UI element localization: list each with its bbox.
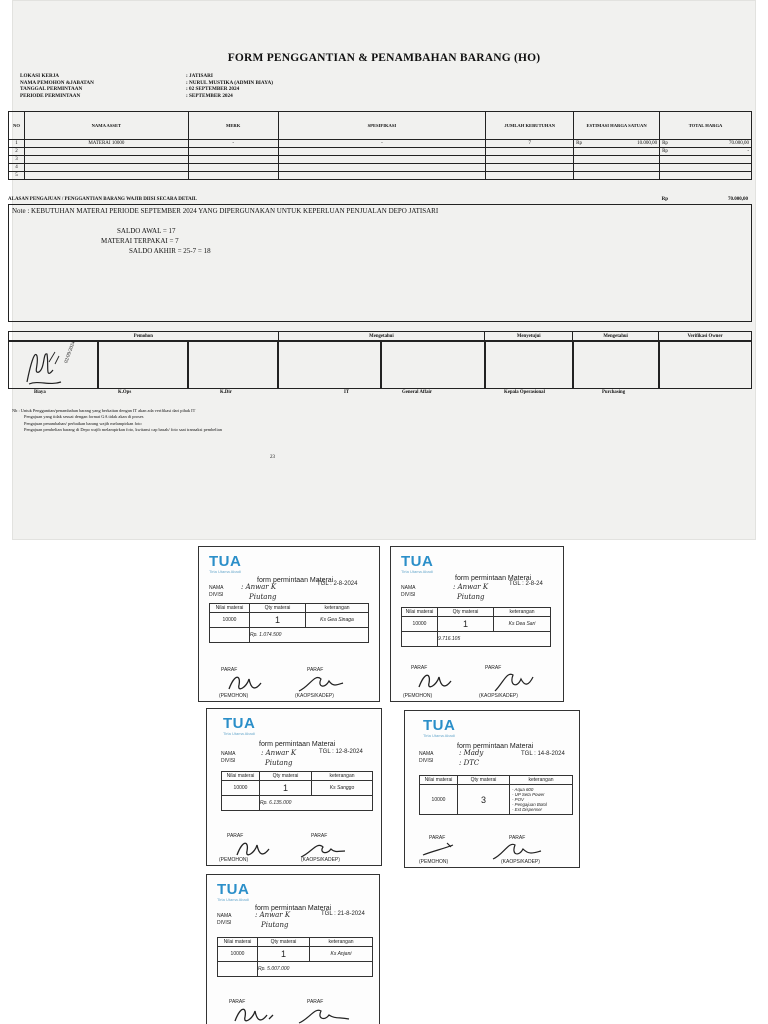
signature-roles — [8, 390, 752, 398]
col-ket: keterangan — [306, 604, 369, 613]
cell-total — [660, 156, 752, 164]
table-row — [9, 148, 752, 156]
nama-label: NAMA — [217, 913, 232, 919]
saldo-akhir: SALDO AKHIR = 25-7 = 18 — [129, 247, 211, 255]
cell-spec — [278, 156, 486, 164]
col-header: SPESIFIKASI — [278, 112, 486, 140]
amount-value: 9.716.105 — [438, 632, 551, 647]
signature-mark — [225, 671, 265, 695]
role-ga: General Affair — [402, 390, 432, 395]
paraf-label: PARAF — [307, 667, 324, 673]
cell-qty: 7 — [486, 140, 574, 148]
table-row — [9, 140, 752, 148]
cell-merk — [188, 164, 278, 172]
signature-date: 02/09/2024 — [64, 340, 77, 365]
materai-terpakai: MATERAI TERPAKAI = 7 — [101, 237, 179, 245]
role-biaya: Biaya — [34, 390, 46, 395]
slip-title: form permintaan Materai — [255, 905, 332, 912]
cell-est — [574, 164, 660, 172]
cell-qty — [486, 172, 574, 180]
table-header-row — [9, 112, 752, 140]
tua-logo: TUA — [217, 881, 250, 898]
sign-cell-ga — [381, 341, 485, 389]
pemohon-label: (PEMOHON) — [219, 693, 249, 699]
nama-value: : Anwar K — [241, 583, 277, 591]
divisi-value: Piutang — [265, 759, 293, 767]
cell-qty — [486, 148, 574, 156]
cell-est — [574, 172, 660, 180]
nama-value: : Anwar K — [453, 583, 489, 591]
sign-cell-kdir — [188, 341, 278, 389]
amount: 10.000,00 — [637, 141, 658, 146]
table-row — [9, 156, 752, 164]
cell-qty — [486, 164, 574, 172]
reason-box — [8, 204, 752, 322]
slip-table — [221, 771, 373, 811]
paraf-label: PARAF — [311, 833, 328, 839]
sign-cell-kops — [98, 341, 188, 389]
role-kaops: Kepala Operasional — [504, 390, 545, 395]
cell-asset — [24, 172, 188, 180]
divisi-value: Piutang — [261, 921, 289, 929]
ket-value: Ks Anjani — [310, 947, 373, 962]
sign-header-verifikasi: Verifikasi Owner — [659, 332, 752, 341]
paraf-label: PARAF — [227, 833, 244, 839]
sign-header-menyetujui: Menyetujui — [485, 332, 573, 341]
slip-date: TGL : 21-8-2024 — [321, 911, 365, 917]
reason-note: Note : KEBUTUHAN MATERAI PERIODE SEPTEMBER 2024 YANG DIPERGUNAKAN UNTUK KEPERLUAN PENJUALAN DEPO JATISARI — [12, 207, 439, 215]
slip-title: form permintaan Materai — [457, 743, 534, 750]
sign-header-mengetahui-2: Mengetahui — [573, 332, 659, 341]
sign-header-pemohon: Pemohon — [9, 332, 279, 341]
slip-date: TGL : 2-8-24 — [509, 581, 543, 587]
logo-subtitle: Tirta Utama Abadi — [217, 897, 249, 902]
cell-total — [660, 164, 752, 172]
ket-value: Ks Dea Sari — [494, 617, 551, 632]
tua-logo: TUA — [423, 717, 456, 734]
cell-asset — [24, 156, 188, 164]
nama-value: : Anwar K — [255, 911, 291, 919]
amount-value: Rp. 6.135.000 — [260, 796, 373, 811]
cell-asset — [24, 148, 188, 156]
pemohon-label: (PEMOHON) — [419, 859, 449, 865]
slip-table — [209, 603, 369, 643]
footnote-line: Pengajuan penambahan/ perbaikan barang wajib melampirkan foto — [24, 420, 142, 426]
role-kops: K.Ops — [118, 390, 132, 395]
col-ket: keterangan — [494, 608, 551, 617]
divisi-label: DIVISI — [221, 758, 236, 764]
currency: Rp — [576, 141, 583, 146]
divisi-value: Piutang — [457, 593, 485, 601]
receipt-slip — [404, 710, 580, 868]
col-qty: Qty materai — [260, 772, 312, 781]
asset-table — [8, 111, 752, 180]
nama-label: NAMA — [401, 585, 416, 591]
paraf-label: PARAF — [411, 665, 428, 671]
col-nilai: Nilai materai — [402, 608, 438, 617]
meta-value: : 02 SEPTEMBER 2024 — [186, 86, 240, 93]
signature-header-row — [9, 332, 752, 341]
footnote-line: Pengajuan pembelian barang di Depo wajib melampirkan foto, kwitansi cap basah/ foto saat transaksi pembelian — [24, 427, 222, 433]
empty-cell — [218, 962, 258, 977]
tua-logo: TUA — [401, 553, 434, 570]
paraf-label: PARAF — [307, 999, 324, 1005]
nilai-value: 10000 — [402, 617, 438, 632]
col-header: NO — [9, 112, 25, 140]
slip-table — [419, 775, 573, 815]
logo-subtitle: Tirta Utama Abadi — [423, 733, 455, 738]
col-nilai: Nilai materai — [210, 604, 250, 613]
page-number: 23 — [270, 455, 275, 460]
slip-title: form permintaan Materai — [455, 575, 532, 582]
cell-no: 3 — [9, 156, 25, 164]
tua-logo: TUA — [209, 553, 242, 570]
cell-merk: - — [188, 140, 278, 148]
sign-cell-purchasing — [573, 341, 659, 389]
signature-mark — [491, 669, 535, 695]
amount: - — [747, 149, 749, 154]
col-qty: Qty materai — [250, 604, 306, 613]
ket-list — [510, 785, 573, 815]
col-nilai: Nilai materai — [222, 772, 260, 781]
paraf-label: PARAF — [509, 835, 526, 841]
nilai-value: 10000 — [218, 947, 258, 962]
ket-value: Ks Gea Sinaga — [306, 613, 369, 628]
col-nilai: Nilai materai — [420, 776, 458, 785]
cell-total — [660, 172, 752, 180]
grand-total-amount: 70.000,00 — [728, 197, 748, 202]
pemohon-label: (PEMOHON) — [219, 857, 249, 863]
cell-asset: MATERAI 10000 — [24, 140, 188, 148]
signature-mark — [295, 671, 345, 695]
qty-value: 1 — [438, 617, 494, 632]
cell-no: 4 — [9, 164, 25, 172]
nama-value: : Mady — [459, 749, 484, 757]
slip-date: TGL : 14-8-2024 — [521, 751, 565, 757]
slip-table — [401, 607, 551, 647]
cell-qty — [486, 156, 574, 164]
cell-est — [574, 156, 660, 164]
col-nilai: Nilai materai — [218, 938, 258, 947]
paraf-label: PARAF — [229, 999, 246, 1005]
col-ket: keterangan — [312, 772, 373, 781]
sign-header-mengetahui: Mengetahui — [278, 332, 485, 341]
amount-value: Rp. 5.007.000 — [258, 962, 373, 977]
signature-mark — [295, 1005, 351, 1024]
nama-label: NAMA — [221, 751, 236, 757]
empty-cell — [210, 628, 250, 643]
slip-date: TGL : 12-8-2024 — [319, 749, 363, 755]
table-row — [9, 164, 752, 172]
kaops-label: (KAOPS/KADEP) — [501, 859, 540, 865]
role-purchasing: Purchasing — [602, 390, 626, 395]
cell-no: 1 — [9, 140, 25, 148]
form-title: FORM PENGGANTIAN & PENAMBAHAN BARANG (HO) — [227, 52, 541, 64]
meta-label: LOKASI KERJA — [20, 73, 60, 79]
nilai-value: 10000 — [210, 613, 250, 628]
col-ket: keterangan — [510, 776, 573, 785]
empty-cell — [402, 632, 438, 647]
receipt-slip — [390, 546, 564, 702]
grand-total-currency: Rp — [661, 197, 668, 202]
signature-mark — [231, 1003, 275, 1024]
col-header: TOTAL HARGA — [660, 112, 752, 140]
kaops-label: (KAOPS/KADEP) — [295, 693, 334, 699]
nama-label: NAMA — [209, 585, 224, 591]
receipt-slip — [206, 874, 380, 1024]
reason-heading-row — [8, 197, 752, 202]
meta-value: : SEPTEMBER 2024 — [186, 92, 233, 99]
slip-date: TGL : 2-8-2024 — [317, 581, 358, 587]
logo-subtitle: Tirta Utama Abadi — [223, 731, 255, 736]
tua-logo: TUA — [223, 715, 256, 732]
divisi-label: DIVISI — [217, 920, 232, 926]
ket-value: Ks Sanggo — [312, 781, 373, 796]
currency: Rp — [662, 141, 668, 146]
meta-label: PERIODE PERMINTAAN — [20, 92, 81, 99]
col-qty: Qty materai — [458, 776, 510, 785]
cell-est — [574, 140, 660, 148]
receipt-slip — [198, 546, 380, 702]
ket-item: - Aqua 600 — [512, 787, 534, 792]
kaops-label: (KAOPS/KADEP) — [479, 693, 518, 699]
qty-value: 1 — [258, 947, 310, 962]
meta-label: NAMA PEMOHON &JABATAN — [20, 79, 94, 86]
divisi-value: Piutang — [249, 593, 277, 601]
divisi-value: : DTC — [459, 759, 480, 767]
ket-item: - POV — [512, 797, 524, 802]
col-header: ESTIMASI HARGA SATUAN — [574, 112, 660, 140]
grand-total — [662, 197, 748, 202]
slip-table — [217, 937, 373, 977]
col-qty: Qty materai — [258, 938, 310, 947]
empty-cell — [222, 796, 260, 811]
role-kdir: K.Dir — [220, 390, 232, 395]
footnote-line: Pengajuan yang tidak sesuai dengan format GA tidak akan di proses — [24, 414, 144, 420]
slip-title: form permintaan Materai — [259, 741, 336, 748]
col-header: MERK — [188, 112, 278, 140]
meta-value: : NURUL MUSTIKA (ADMIN BIAYA) — [186, 79, 273, 86]
table-row — [9, 172, 752, 180]
cell-est — [574, 148, 660, 156]
meta-value: : JATISARI — [186, 73, 213, 79]
form-meta — [20, 73, 273, 99]
divisi-label: DIVISI — [209, 592, 224, 598]
cell-spec — [278, 164, 486, 172]
col-qty: Qty materai — [438, 608, 494, 617]
cell-merk — [188, 172, 278, 180]
cell-spec — [278, 148, 486, 156]
logo-subtitle: Tirta Utama Abadi — [209, 569, 241, 574]
cell-no: 2 — [9, 148, 25, 156]
amount-value: Rp. 1.074.500 — [250, 628, 369, 643]
cell-spec: - — [278, 140, 486, 148]
cell-total — [660, 148, 752, 156]
signature-cells — [8, 341, 752, 389]
amount: 70.000,00 — [729, 141, 749, 146]
col-header: NAMA ASSET — [24, 112, 188, 140]
role-it: IT — [344, 390, 350, 395]
cell-asset — [24, 164, 188, 172]
sign-cell-it — [278, 341, 381, 389]
pemohon-label: (PEMOHON) — [403, 693, 433, 699]
cell-total — [660, 140, 752, 148]
sign-cell-kaops — [485, 341, 573, 389]
saldo-awal: SALDO AWAL = 17 — [117, 227, 176, 235]
paraf-label: PARAF — [485, 665, 502, 671]
ket-item: - Pengajuan Botol — [512, 802, 547, 807]
paraf-label: PARAF — [221, 667, 238, 673]
cell-merk — [188, 148, 278, 156]
kaops-label: (KAOPS/KADEP) — [301, 857, 340, 863]
nilai-value: 10000 — [420, 785, 458, 815]
signature-mark — [415, 669, 455, 693]
cell-no: 5 — [9, 172, 25, 180]
nama-value: : Anwar K — [261, 749, 297, 757]
qty-value: 1 — [260, 781, 312, 796]
ket-item: - Ext Dispenser — [512, 807, 543, 812]
nilai-value: 10000 — [222, 781, 260, 796]
col-header: JUMLAH KEBUTUHAN — [486, 112, 574, 140]
sign-cell-biaya — [8, 341, 98, 389]
logo-subtitle: Tirta Utama Abadi — [401, 569, 433, 574]
footnotes — [12, 408, 222, 434]
signature-table — [8, 331, 752, 341]
footnote-line: Nb : Untuk Penggantian/penambahan barang yang berkaitan dengan IT akan ada verifikasi dari pihak IT — [12, 408, 196, 413]
slip-title: form permintaan Materai — [257, 577, 334, 584]
reason-heading: ALASAN PENGAJUAN / PENGGANTIAN BARANG WAJIB DIISI SECARA DETAIL — [8, 197, 198, 202]
signature-mark — [419, 839, 459, 861]
meta-label: TANGGAL PERMINTAAN — [20, 86, 83, 93]
currency: Rp — [662, 149, 668, 154]
qty-value: 1 — [250, 613, 306, 628]
qty-value: 3 — [458, 785, 510, 815]
paraf-label: PARAF — [429, 835, 446, 841]
nama-label: NAMA — [419, 751, 434, 757]
ket-item: - UP Seta Power — [512, 792, 545, 797]
sign-cell-owner — [659, 341, 752, 389]
divisi-label: DIVISI — [401, 592, 416, 598]
receipt-slip — [206, 708, 382, 866]
cell-spec — [278, 172, 486, 180]
divisi-label: DIVISI — [419, 758, 434, 764]
cell-merk — [188, 156, 278, 164]
col-ket: keterangan — [310, 938, 373, 947]
